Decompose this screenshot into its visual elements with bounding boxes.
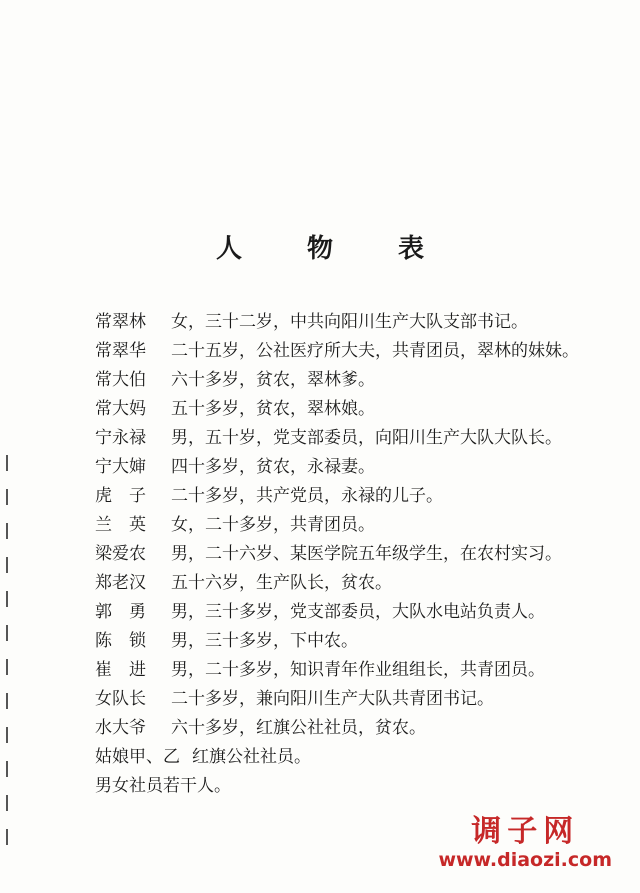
- watermark-url: www.diaozi.com: [438, 849, 612, 871]
- character-row: [95, 540, 595, 569]
- character-name: 水大爷: [95, 718, 146, 738]
- character-desc: 男，二十六岁、某医学院五年级学生，在农村实习。: [171, 544, 562, 564]
- character-row: [95, 424, 595, 453]
- character-name: 常大妈: [95, 399, 146, 419]
- character-row: [95, 337, 595, 366]
- character-name: 梁爱农: [95, 544, 146, 564]
- character-name: 宁大婶: [95, 457, 146, 477]
- character-desc: 五十六岁，生产队长，贫农。: [171, 573, 392, 593]
- character-name: 郑老汉: [95, 573, 146, 593]
- character-name: 女队长: [95, 689, 146, 709]
- character-row: [95, 656, 595, 685]
- character-desc: 男，五十岁，党支部委员，向阳川生产大队大队长。: [171, 428, 562, 448]
- character-name: 兰 英: [95, 515, 146, 535]
- character-name: 郭 勇: [95, 602, 146, 622]
- character-name: 男女社员若干人。: [95, 776, 231, 796]
- character-name: 崔 进: [95, 660, 146, 680]
- character-desc: 红旗公社社员。: [192, 747, 311, 767]
- character-desc: 六十多岁，红旗公社社员，贫农。: [171, 718, 426, 738]
- character-row: [95, 772, 595, 801]
- character-name: 常翠华: [95, 341, 146, 361]
- character-row: [95, 453, 595, 482]
- character-desc: 女，三十二岁，中共向阳川生产大队支部书记。: [171, 312, 528, 332]
- character-desc: 二十五岁，公社医疗所大夫，共青团员，翠林的妹妹。: [171, 341, 579, 361]
- character-row: [95, 511, 595, 540]
- character-row: [95, 685, 595, 714]
- character-row: [95, 714, 595, 743]
- character-name: 宁永禄: [95, 428, 146, 448]
- character-row: [95, 598, 595, 627]
- character-desc: 男，三十多岁，下中农。: [171, 631, 358, 651]
- character-row: [95, 482, 595, 511]
- character-list: [95, 308, 595, 801]
- character-desc: 女，二十多岁，共青团员。: [171, 515, 375, 535]
- character-row: [95, 395, 595, 424]
- watermark-site-name: 调子网: [471, 814, 580, 849]
- character-row: [95, 627, 595, 656]
- character-row: [95, 308, 595, 337]
- character-desc: 六十多岁，贫农，翠林爹。: [171, 370, 375, 390]
- character-name: 虎 子: [95, 486, 146, 506]
- character-desc: 二十多岁，共产党员，永禄的儿子。: [171, 486, 443, 506]
- character-desc: 四十多岁，贫农，永禄妻。: [171, 457, 375, 477]
- character-desc: 男，三十多岁，党支部委员，大队水电站负责人。: [171, 602, 545, 622]
- site-watermark: [438, 815, 612, 871]
- character-row: [95, 366, 595, 395]
- binding-margin-marks: [6, 455, 10, 875]
- character-desc: 五十多岁，贫农，翠林娘。: [171, 399, 375, 419]
- character-name: 陈 锁: [95, 631, 146, 651]
- character-name: 常翠林: [95, 312, 146, 332]
- character-desc: 男，二十多岁，知识青年作业组组长，共青团员。: [171, 660, 545, 680]
- character-name: 姑娘甲、乙: [95, 747, 180, 767]
- character-row: [95, 743, 595, 772]
- character-name: 常大伯: [95, 370, 146, 390]
- page-title: 人 物 表: [215, 234, 453, 264]
- character-row: [95, 569, 595, 598]
- character-desc: 二十多岁，兼向阳川生产大队共青团书记。: [171, 689, 494, 709]
